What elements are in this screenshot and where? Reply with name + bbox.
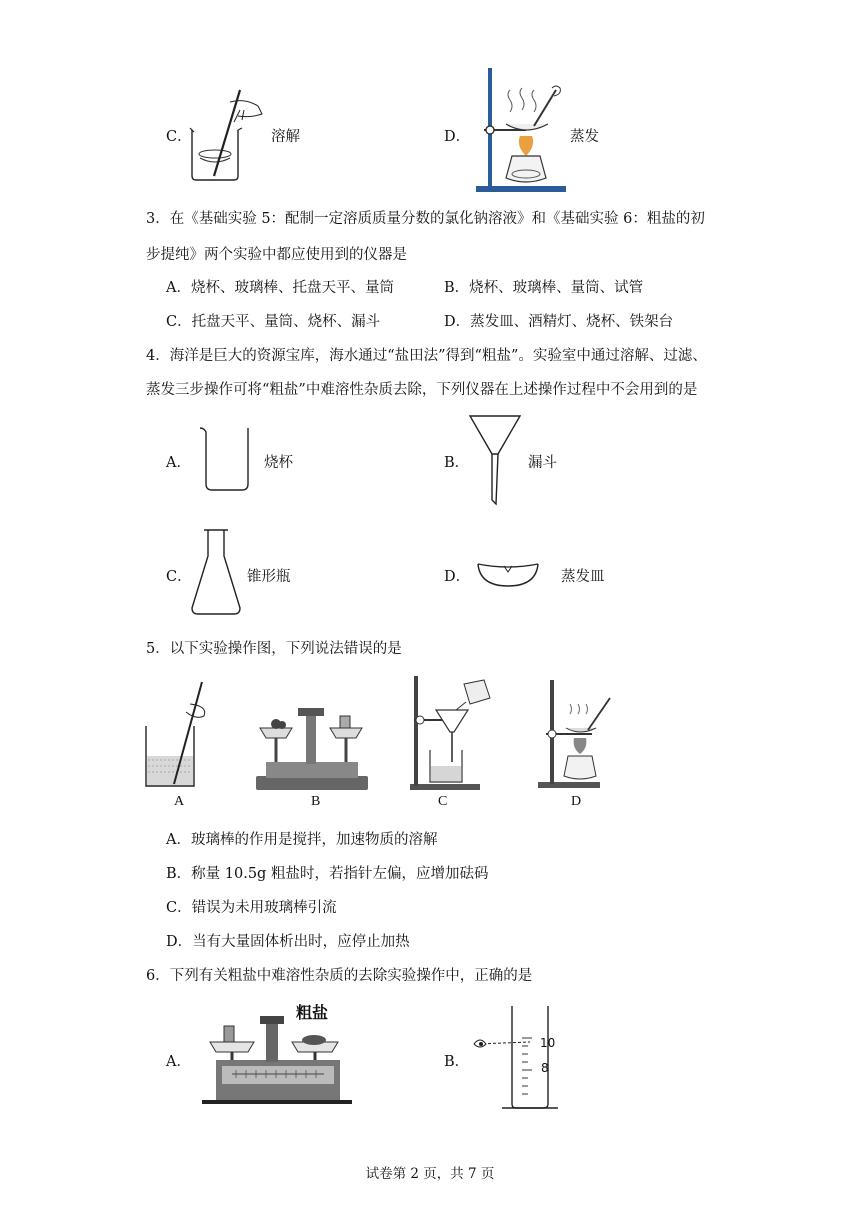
q4-option-b-text: 漏斗: [528, 455, 557, 471]
figure-a-stirring: [140, 676, 220, 794]
q6-option-b-label: B．: [444, 1054, 470, 1070]
q2-option-c-label: C．: [166, 129, 192, 145]
cylinder-mark-10: 10: [540, 1036, 556, 1050]
page-footer: 试卷第 2 页，共 7 页: [365, 1166, 495, 1182]
q4-option-a-label: A．: [166, 455, 191, 471]
q2-option-d-label: D．: [444, 129, 471, 145]
q4-option-d-label: D．: [444, 569, 471, 585]
q5-stem: 5．以下实验操作图，下列说法错误的是: [146, 641, 402, 657]
q4-option-d-text: 蒸发皿: [561, 569, 605, 585]
q4-option-a-text: 烧杯: [264, 455, 293, 471]
q4-option-c-label: C．: [166, 569, 192, 585]
q5-option-b: B．称量 10.5g 粗盐时，若指针左偏，应增加砝码: [166, 866, 489, 882]
q3-option-c: C．托盘天平、量筒、烧杯、漏斗: [166, 314, 381, 330]
q3-stem-line2: 步提纯》两个实验中都应使用到的仪器是: [146, 247, 407, 263]
figure-label-a: A: [174, 794, 185, 809]
evaporation-stand-figure: [476, 66, 576, 196]
q3-stem-line1: 3．在《基础实验 5：配制一定溶质质量分数的氯化钠溶液》和《基础实验 6：粗盐的初: [146, 211, 705, 227]
beaker-icon: [198, 424, 258, 494]
balance-weighing-figure: [202, 1002, 352, 1106]
salt-label: 粗盐: [296, 1003, 329, 1022]
q5-option-d: D．当有大量固体析出时，应停止加热: [166, 934, 410, 950]
q4-stem-line2: 蒸发三步操作可将“粗盐”中难溶性杂质去除，下列仪器在上述操作过程中不会用到的是: [146, 382, 698, 398]
q4-option-b-label: B．: [444, 455, 470, 471]
cylinder-mark-8: 8: [541, 1061, 549, 1075]
q6-stem: 6．下列有关粗盐中难溶性杂质的去除实验操作中，正确的是: [146, 968, 533, 984]
q3-option-d: D．蒸发皿、酒精灯、烧杯、铁架台: [444, 314, 674, 330]
q3-option-b: B．烧杯、玻璃棒、量筒、试管: [444, 280, 644, 296]
funnel-icon: [468, 414, 528, 506]
figure-c-filtration: [408, 670, 498, 794]
q3-option-a: A．烧杯、玻璃棒、托盘天平、量筒: [166, 280, 394, 296]
q6-option-a-label: A．: [166, 1054, 191, 1070]
q5-option-a: A．玻璃棒的作用是搅拌，加速物质的溶解: [166, 832, 438, 848]
q2-option-d-text: 蒸发: [570, 129, 599, 145]
figure-label-c: C: [438, 794, 448, 809]
conical-flask-icon: [190, 528, 246, 618]
figure-label-b: B: [311, 794, 321, 809]
figure-label-d: D: [571, 794, 582, 809]
q5-option-c: C．错误为未用玻璃棒引流: [166, 900, 337, 916]
graduated-cylinder-figure: [472, 1004, 572, 1112]
figure-b-balance: [252, 700, 372, 794]
dissolving-beaker-figure: [190, 88, 270, 183]
q4-option-c-text: 锥形瓶: [247, 569, 291, 585]
q4-stem-line1: 4．海洋是巨大的资源宝库，海水通过“盐田法”得到“粗盐”。实验室中通过溶解、过滤、: [146, 348, 707, 364]
q2-option-c-text: 溶解: [271, 129, 300, 145]
figure-d-evaporation: [536, 676, 626, 794]
evaporating-dish-icon: [476, 556, 540, 590]
